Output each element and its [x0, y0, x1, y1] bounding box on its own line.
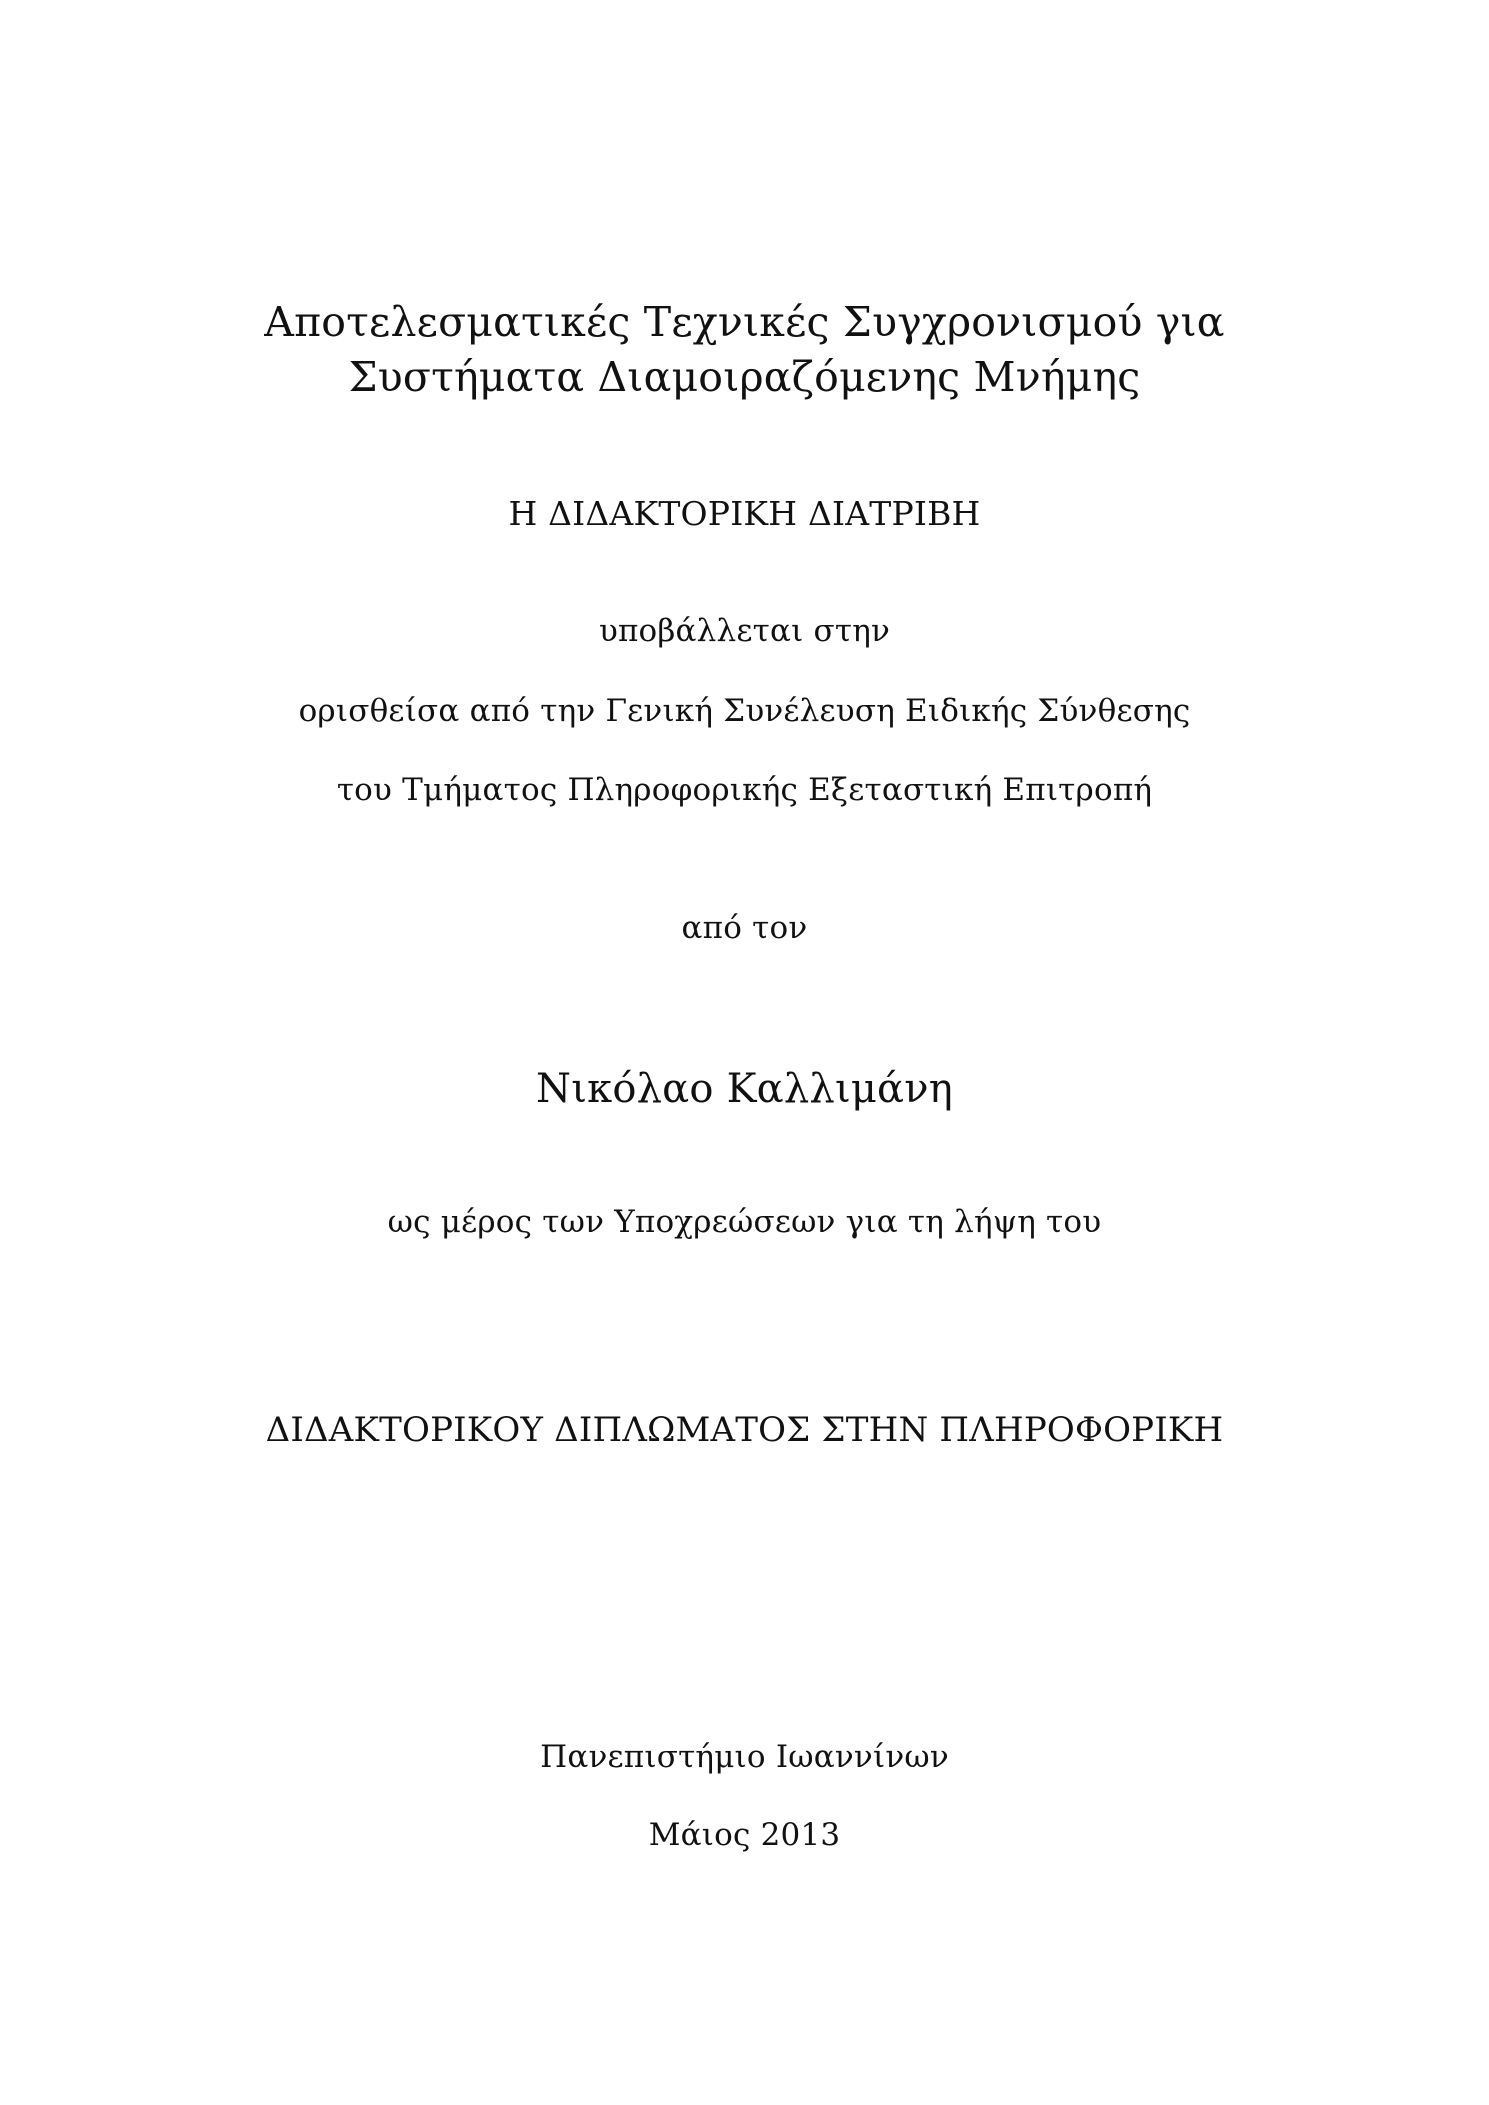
- submitted-line-2: ορισθείσα από την Γενική Συνέλευση Ειδικής Σύνθεσης: [298, 693, 1191, 729]
- submission-date: Μάιος 2013: [648, 1817, 841, 1853]
- degree-title: ΔΙΔΑΚΤΟΡΙΚΟΥ ΔΙΠΛΩΜΑΤΟΣ ΣΤΗΝ ΠΛΗΡΟΦΟΡΙΚΗ: [265, 1410, 1224, 1450]
- university-name: Πανεπιστήμιο Ιωαννίνων: [540, 1739, 949, 1775]
- by-line: από τον: [681, 910, 808, 946]
- submitted-line-1: υποβάλλεται στην: [598, 613, 891, 649]
- thesis-type: Η ΔΙΔΑΚΤΟΡΙΚΗ ΔΙΑΤΡΙΒΗ: [508, 494, 981, 533]
- submitted-line-3: του Τμήματος Πληροφορικής Εξεταστική Επιτροπή: [336, 772, 1153, 808]
- requirements-line: ως μέρος των Υποχρεώσεων για τη λήψη του: [387, 1204, 1102, 1240]
- author-name: Νικόλαο Καλλιμάνη: [536, 1066, 953, 1112]
- thesis-title-line-1: Αποτελεσματικές Τεχνικές Συγχρονισμού για: [264, 298, 1225, 346]
- thesis-title-line-2: Συστήματα Διαμοιραζόμενης Μνήμης: [348, 353, 1141, 401]
